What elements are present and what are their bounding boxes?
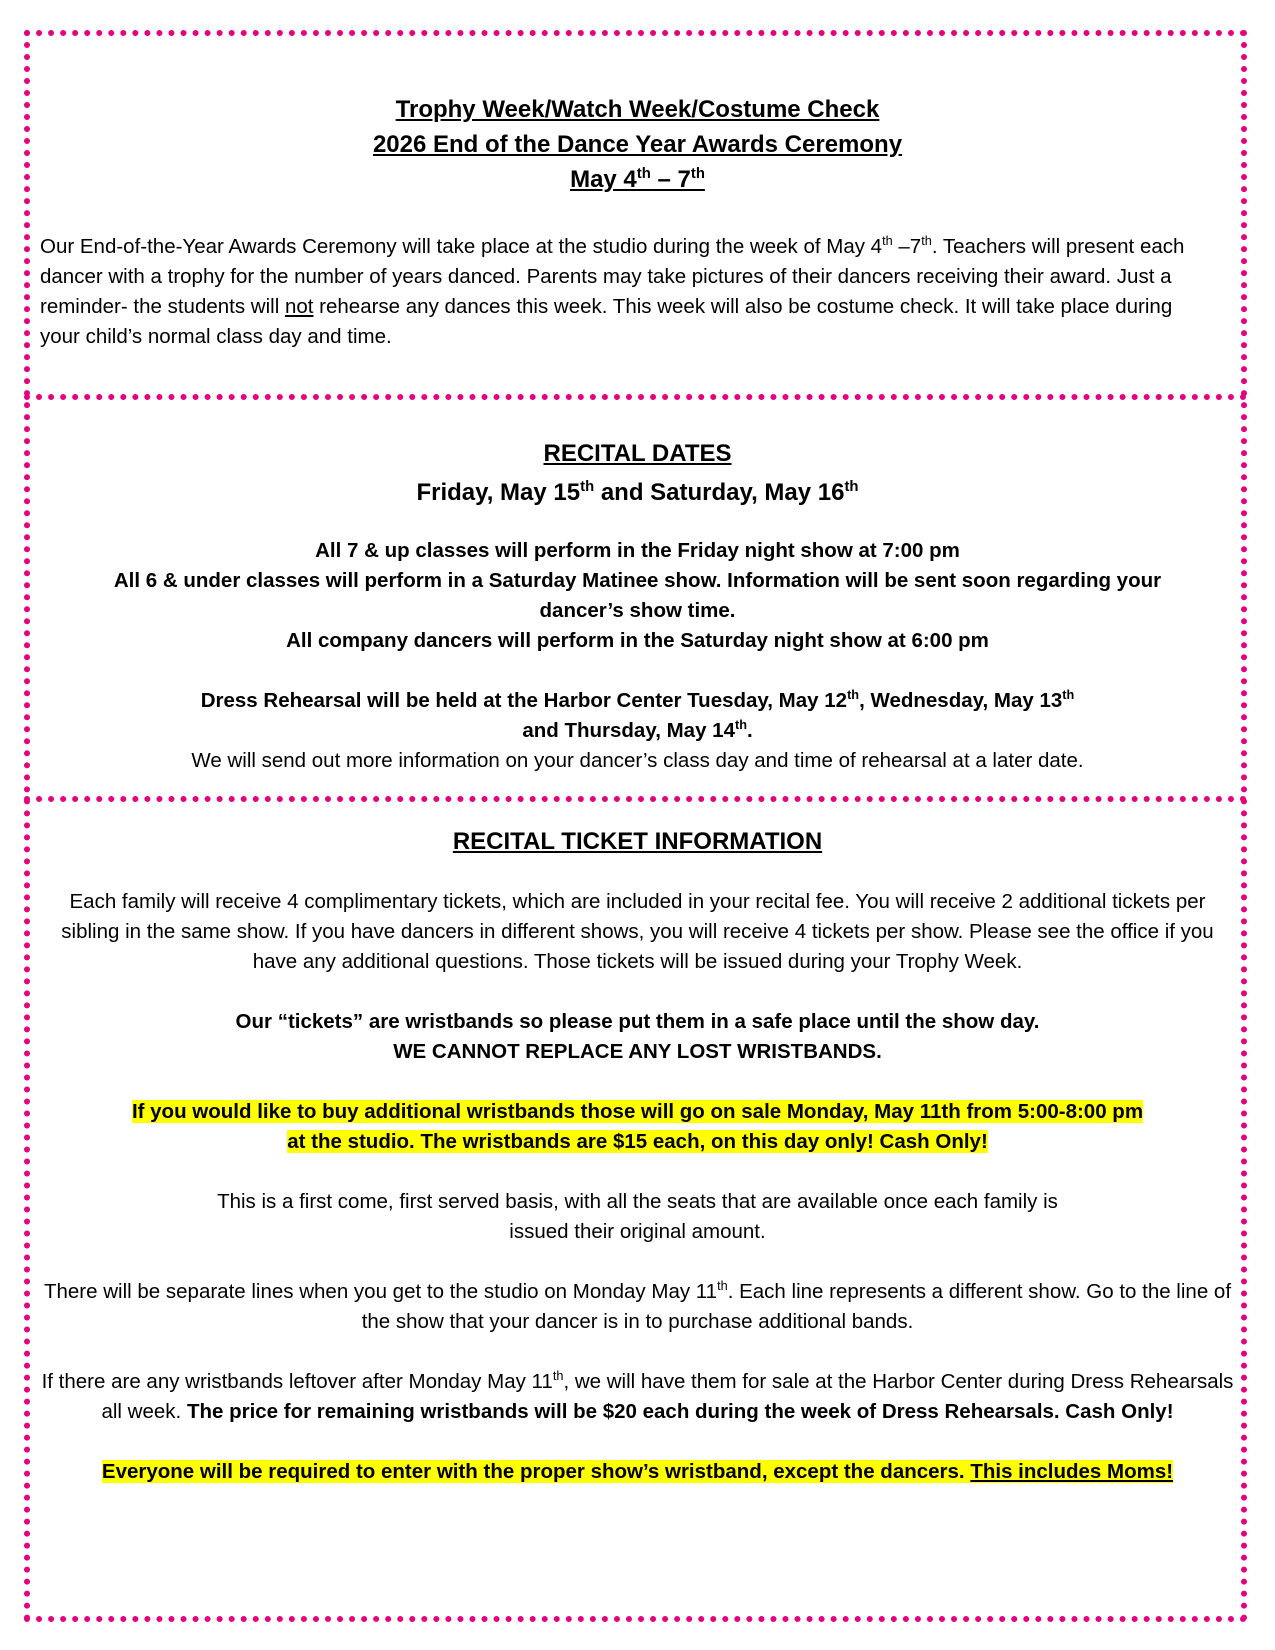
ticket-info-section	[40, 824, 1235, 1487]
not-emphasis: not	[284, 295, 314, 318]
trophy-title-line3: May 4th – 7th	[570, 166, 705, 193]
ticket-paragraph-1: Each family will receive 4 complimentary tickets, which are included in your recital fee. You will receive 2 additional tickets per sibling in the same show. If you have dancers in different shows, you will receive 4 tickets per show. Please see the office if you have any additional questions. Those tickets will be issued during your Trophy Week.	[61, 890, 1214, 973]
trophy-week-section	[40, 92, 1235, 352]
company-show-line: All company dancers will perform in the Saturday night show at 6:00 pm	[286, 629, 989, 652]
section-divider-2	[24, 796, 1247, 802]
recital-dates-line: Friday, May 15th and Saturday, May 16th	[416, 479, 859, 506]
recital-dates-title: RECITAL DATES	[543, 440, 732, 467]
matinee-show-line: All 6 & under classes will perform in a Saturday Matinee show. Information will be sent soon regarding your dancer’s show time.	[113, 569, 1162, 622]
trophy-paragraph: Our End-of-the-Year Awards Ceremony will take place at the studio during the week of May 4th –7th. Teachers will present each dancer with a trophy for the number of years danced. Parents may take pictures of their dancers receiving their award. Just a reminder- the students will not rehearse any dances this week. This week will also be costume check. It will take place during your child’s normal class day and time.	[40, 233, 1185, 348]
dress-rehearsal-info: Dress Rehearsal will be held at the Harbor Center Tuesday, May 12th, Wednesday, May 13th and Thursday, May 14th.	[200, 687, 1075, 742]
separate-lines-paragraph: There will be separate lines when you get to the studio on Monday May 11th. Each line represents a different show. Go to the line of the show that your dancer is in to purchase additional bands.	[43, 1278, 1232, 1333]
first-come-paragraph: This is a first come, first served basis, with all the seats that are available once each family is issued their original amount.	[217, 1190, 1058, 1243]
trophy-title-line2: 2026 End of the Dance Year Awards Ceremony	[372, 131, 903, 158]
trophy-title-line1: Trophy Week/Watch Week/Costume Check	[395, 96, 880, 123]
leftover-wristbands-paragraph: If there are any wristbands leftover after Monday May 11th, we will have them for sale at the Harbor Center during Dress Rehearsals all week. The price for remaining wristbands will be $20 each during the week of Dress Rehearsals. Cash Only!	[41, 1368, 1234, 1423]
entry-requirement: Everyone will be required to enter with the proper show’s wristband, except the dancers. This includes Moms!	[101, 1460, 1174, 1483]
friday-show-line: All 7 & up classes will perform in the Friday night show at 7:00 pm	[315, 539, 960, 562]
recital-dates-section	[40, 436, 1235, 776]
section-divider-1	[24, 394, 1247, 400]
show-schedule	[40, 536, 1235, 656]
rehearsal-note: We will send out more information on your dancer’s class day and time of rehearsal at a later date.	[191, 749, 1084, 772]
additional-wristband-sale: If you would like to buy additional wristbands those will go on sale Monday, May 11th from 5:00-8:00 pm at the studio. The wristbands are $15 each, on this day only! Cash Only!	[131, 1100, 1144, 1153]
wristband-notice: Our “tickets” are wristbands so please put them in a safe place until the show day. WE CANNOT REPLACE ANY LOST WRISTBANDS.	[235, 1010, 1040, 1063]
ticket-info-title: RECITAL TICKET INFORMATION	[452, 828, 823, 855]
trophy-title	[40, 92, 1235, 197]
